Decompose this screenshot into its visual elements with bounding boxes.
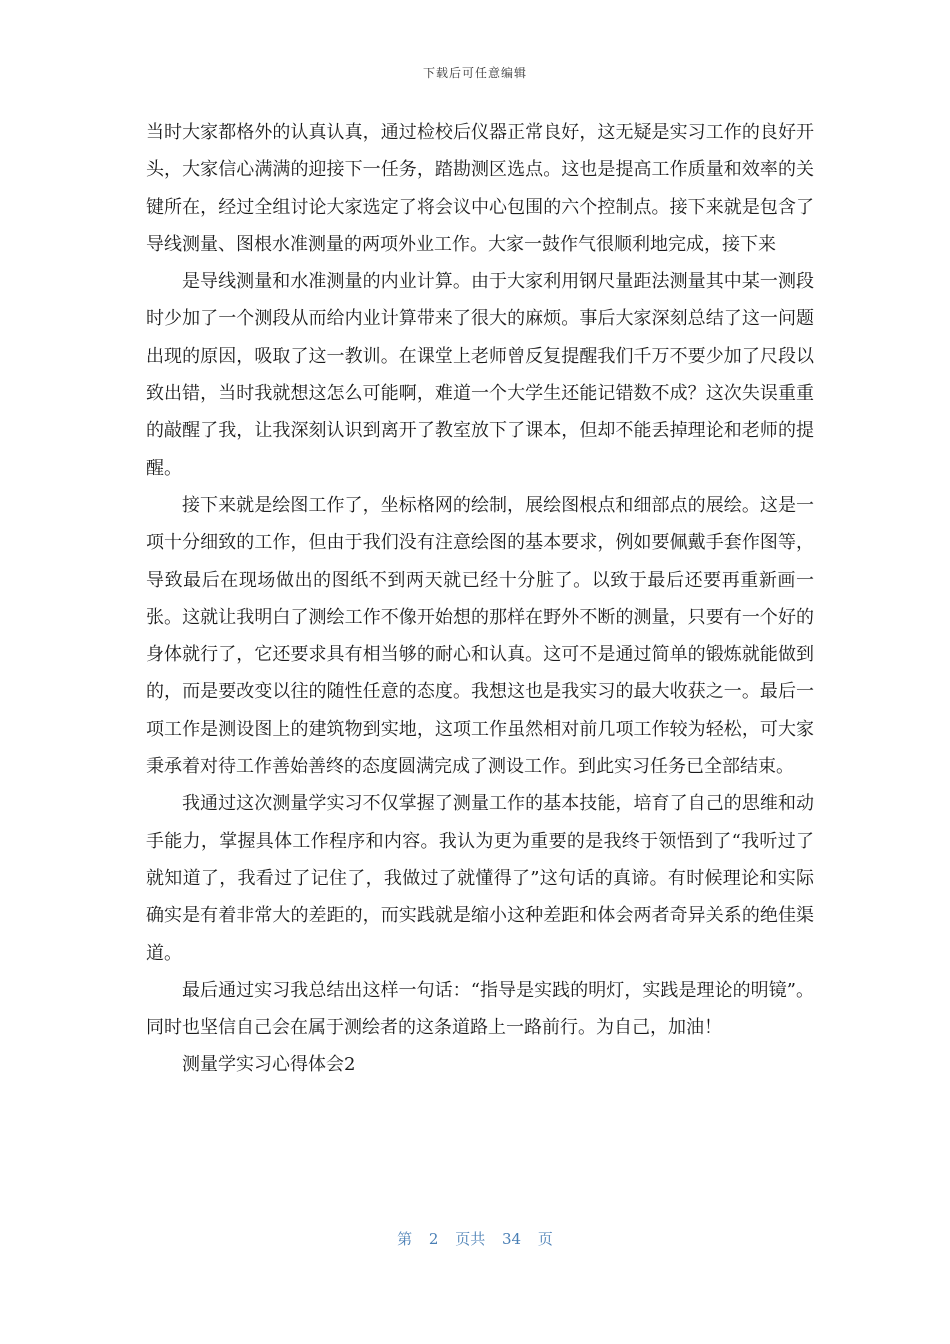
page-total: 34	[502, 1230, 522, 1248]
paragraph-3: 接下来就是绘图工作了，坐标格网的绘制，展绘图根点和细部点的展绘。这是一项十分细致的工作，但由于我们没有注意绘图的基本要求，例如要佩戴手套作图等，导致最后在现场做出的图纸不到两天就已经十分脏了。以致于最后还要再重新画一张。这就让我明白了测绘工作不像开始想的那样在野外不断的测量，只要有一个好的身体就行了，它还要求具有相当够的耐心和认真。这可不是通过简单的锻炼就能做到的，而是要改变以往的随性任意的态度。我想这也是我实习的最大收获之一。最后一项工作是测设图上的建筑物到实地，这项工作虽然相对前几项工作较为轻松，可大家秉承着对待工作善始善终的态度圆满完成了测设工作。到此实习任务已全部结束。	[146, 494, 814, 778]
page-prefix: 第	[397, 1230, 413, 1248]
paragraph-5: 最后通过实习我总结出这样一句话：“指导是实践的明灯，实践是理论的明镜”。同时也坚信自己会在属于测绘者的这条道路上一路前行。为自己，加油！	[146, 979, 814, 1039]
paragraph-1: 当时大家都格外的认真认真，通过检校后仪器正常良好，这无疑是实习工作的良好开头，大家信心满满的迎接下一任务，踏勘测区选点。这也是提高工作质量和效率的关键所在，经过全组讨论大家选定了将会议中心包围的六个控制点。接下来就是包含了导线测量、图根水准测量的两项外业工作。大家一鼓作气很顺利地完成，接下来	[146, 122, 814, 255]
section-title: 测量学实习心得体会2	[182, 1054, 356, 1076]
page-number: 2	[428, 1230, 439, 1248]
page-middle: 页共	[455, 1230, 486, 1248]
document-body	[146, 114, 814, 1084]
paragraph-4: 我通过这次测量学实习不仅掌握了测量工作的基本技能，培育了自己的思维和动手能力，掌握具体工作程序和内容。我认为更为重要的是我终于领悟到了“我听过了就知道了，我看过了记住了，我做过了就懂得了”这句话的真谛。有时候理论和实际确实是有着非常大的差距的，而实践就是缩小这种差距和体会两者奇异关系的绝佳渠道。	[146, 793, 814, 964]
page-suffix: 页	[537, 1230, 553, 1248]
page-footer	[0, 1228, 950, 1249]
paragraph-2: 是导线测量和水准测量的内业计算。由于大家利用钢尺量距法测量其中某一测段时少加了一个测段从而给内业计算带来了很大的麻烦。事后大家深刻总结了这一问题出现的原因，吸取了这一教训。在课堂上老师曾反复提醒我们千万不要少加了尺段以致出错，当时我就想这怎么可能啊，难道一个大学生还能记错数不成？这次失误重重的敲醒了我，让我深刻认识到离开了教室放下了课本，但却不能丢掉理论和老师的提醒。	[146, 271, 814, 479]
page-header-note: 下载后可任意编辑	[422, 66, 527, 80]
